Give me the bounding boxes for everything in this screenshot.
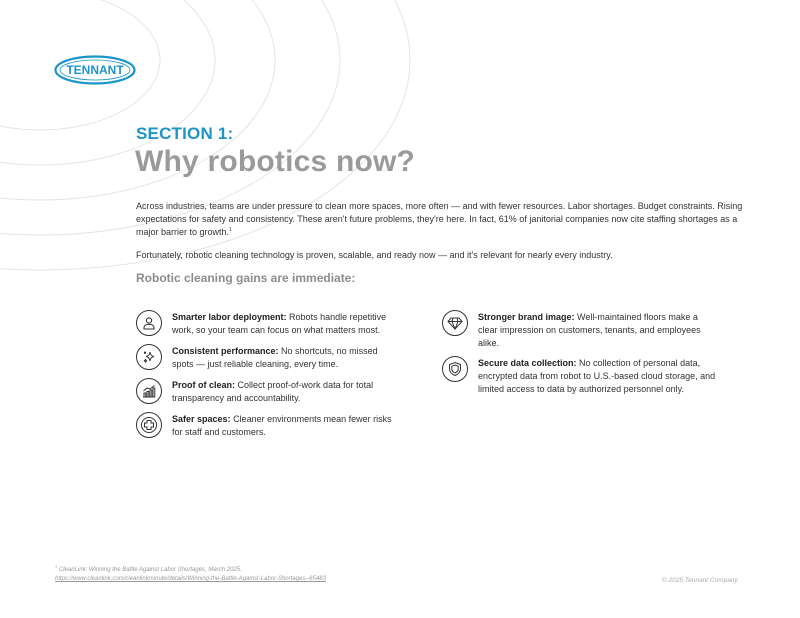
footnote-number: 1 [55,564,58,569]
bar-chart-icon [136,378,162,404]
logo-wordmark: TENNANT [66,63,124,77]
benefit-item-performance [136,345,396,371]
sparkle-icon [136,344,162,370]
benefit-body: No collection of personal data, encrypted data from robot to U.S.-based cloud storage, and limited access to data by authorized personnel only. [478,358,716,394]
footnote-link[interactable]: https://www.cleanlink.com/cleanlinkminute/details/Winning-the-Battle-Against-Labor-Shortages--65483 [55,576,326,582]
benefit-body: No shortcuts, no missed spots — just reliable cleaning, every time. [172,346,378,369]
benefit-item-data [442,357,717,396]
person-icon [136,310,162,336]
benefit-title: Secure data collection: [478,358,577,368]
copyright: © 2025 Tennant Company [662,577,738,584]
gains-heading: Robotic cleaning gains are immediate: [136,271,356,285]
benefit-body: Well-maintained floors make a clear impression on customers, tenants, and employees alike. [478,312,701,348]
benefit-item-safety [136,413,396,439]
intro-paragraph-2: Fortunately, robotic cleaning technology is proven, scalable, and ready now — and it's relevant for nearly every industry. [136,250,613,260]
footnote-citation: $^1$ CleanLink: Winning the Battle Against Labor Shortages, March 2025. [55,564,242,573]
tennant-logo [54,55,136,85]
benefit-item-proof [136,379,396,405]
benefit-body: Cleaner environments mean fewer risks for staff and customers. [172,414,392,437]
intro-text [136,200,756,262]
section-label: SECTION 1: [136,124,234,143]
benefit-title: Proof of clean: [172,380,236,390]
benefit-title: Stronger brand image: [478,312,575,322]
shield-icon [442,356,468,382]
benefit-item-brand [442,311,717,350]
benefit-item-labor [136,311,396,337]
benefit-title: Smarter labor deployment: [172,312,287,322]
benefit-body: Robots handle repetitive work, so your team can focus on what matters most. [172,312,387,335]
footnote [55,566,326,584]
benefit-title: Consistent performance: [172,346,279,356]
medical-cross-icon [136,412,162,438]
benefit-body: Collect proof-of-work data for total transparency and accountability. [172,380,374,403]
intro-paragraph-1: Across industries, teams are under pressure to clean more spaces, more often — and with fewer resources. Labor shortages. Budget constraints. Rising expectations for safety and consistency. These aren't future problems, they're here. In fact, 61% of janitorial companies now cite staffing shortages as a major barrier to growth.$^1$ [136,201,743,237]
diamond-icon [442,310,468,336]
footnote-ref: 1 [229,227,232,233]
page-title: Why robotics now? [135,145,416,178]
benefit-title: Safer spaces: [172,414,231,424]
